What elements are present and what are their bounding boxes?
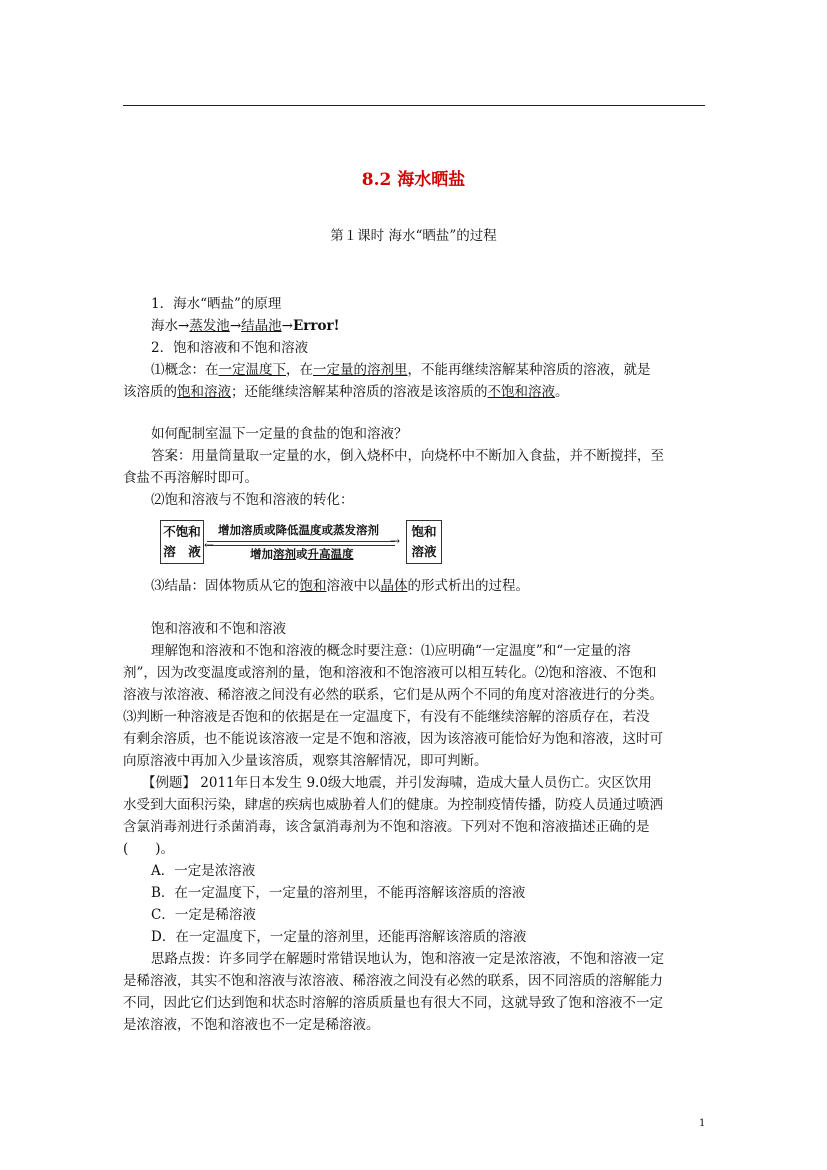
note-line-5: 有剩余溶质，也不能说该溶液一定是不饱和溶液，因为该溶液可能恰好为饱和溶液，这时可 — [123, 731, 663, 747]
note-line-4: ⑶判断一种溶液是否饱和的依据是在一定温度下，有没有不能继续溶解的溶质存在，若没 — [123, 709, 650, 725]
arrow-left-icon: ← — [204, 538, 215, 552]
bottom-arrow-label: 增加溶剂或升高温度 — [250, 547, 354, 561]
option-c: C．一定是稀溶液 — [151, 907, 256, 923]
page-number: 1 — [699, 1118, 706, 1129]
conversion-heading: ⑵饱和溶液与不饱和溶液的转化： — [151, 492, 354, 508]
option-d: D．在一定温度下，一定量的溶剂里，还能再溶解该溶质的溶液 — [151, 929, 527, 945]
hint-line-2: 是稀溶液，其实不饱和溶液与浓溶液、稀溶液之间没有必然的联系，因不同溶质的溶解能力 — [123, 973, 663, 989]
answer-line-2: 食盐不再溶解时即可。 — [123, 470, 258, 486]
section-heading-1: 1．海水“晒盐”的原理 — [151, 296, 282, 312]
crystallization-pond: 结晶池 — [241, 318, 282, 334]
question-line: 如何配制室温下一定量的食盐的饱和溶液？ — [151, 426, 408, 442]
example-line-3: 含氯消毒剂进行杀菌消毒，该含氯消毒剂为不饱和溶液。下列对不饱和溶液描述正确的是 — [123, 819, 650, 835]
note-line-3: 溶液与浓溶液、稀溶液之间没有必然的联系，它们是从两个不同的角度对溶液进行的分类。 — [123, 687, 663, 703]
example-line-1: 【例题】 2011年日本发生 9.0级大地震，并引发海啸，造成大量人员伤亡。灾区饮用 — [142, 775, 652, 791]
example-line-4: ( )。 — [123, 841, 175, 857]
section-heading-2: 2．饱和溶液和不饱和溶液 — [151, 340, 309, 356]
flow-line: 海水→蒸发池→结晶池→Error! — [151, 318, 340, 334]
hint-line-1: 思路点拨：许多同学在解题时常错误地认为，饱和溶液一定是浓溶液，不饱和溶液一定 — [151, 951, 664, 967]
conversion-diagram — [160, 520, 442, 566]
error-field: Error! — [292, 318, 340, 334]
top-arrow-line — [207, 541, 395, 542]
note-line-6: 向原溶液中再加入少量该溶质，观察其溶解情况，即可判断。 — [123, 753, 488, 769]
concept-line-1: ⑴概念：在一定温度下，在一定量的溶剂里，不能再继续溶解某种溶质的溶液，就是 — [151, 362, 651, 378]
answer-line-1: 答案：用量筒量取一定量的水，倒入烧杯中，向烧杯中不断加入食盐，并不断搅拌，至 — [151, 448, 664, 464]
arrow-right-icon: → — [390, 534, 401, 548]
unsaturated-box: 不饱和 溶 液 — [160, 520, 204, 564]
page-title: 8.2 海水晒盐 — [361, 170, 466, 190]
hint-line-3: 不同，因此它们达到饱和状态时溶解的溶质质量也有很大不同，这就导致了饱和溶液不一定 — [123, 995, 663, 1011]
note-line-1: 理解饱和溶液和不饱和溶液的概念时要注意：⑴应明确“一定温度”和“一定量的溶 — [151, 643, 631, 659]
crystallization-line: ⑶结晶：固体物质从它的饱和溶液中以晶体的形式析出的过程。 — [151, 578, 529, 594]
example-line-2: 水受到大面积污染，肆虐的疾病也威胁着人们的健康。为控制疫情传播，防疫人员通过喷洒 — [123, 797, 663, 813]
topic-heading: 饱和溶液和不饱和溶液 — [151, 621, 286, 637]
saturated-box: 饱和 溶液 — [406, 520, 442, 564]
top-arrow-label: 增加溶质或降低温度或蒸发溶剂 — [218, 523, 379, 537]
option-a: A．一定是浓溶液 — [151, 863, 256, 879]
header-rule — [123, 105, 705, 106]
option-b: B．在一定温度下，一定量的溶剂里，不能再溶解该溶质的溶液 — [151, 885, 526, 901]
lesson-subtitle: 第１课时 海水“晒盐”的过程 — [330, 228, 497, 244]
note-line-2: 剂”，因为改变温度或溶剂的量，饱和溶液和不饱溶液可以相互转化。⑵饱和溶液、不饱和 — [123, 665, 657, 681]
concept-line-2: 该溶质的饱和溶液；还能继续溶解某种溶质的溶液是该溶质的不饱和溶液。 — [123, 384, 569, 400]
evaporation-pond: 蒸发池 — [189, 318, 230, 334]
hint-line-4: 是浓溶液，不饱和溶液也不一定是稀溶液。 — [123, 1017, 380, 1033]
